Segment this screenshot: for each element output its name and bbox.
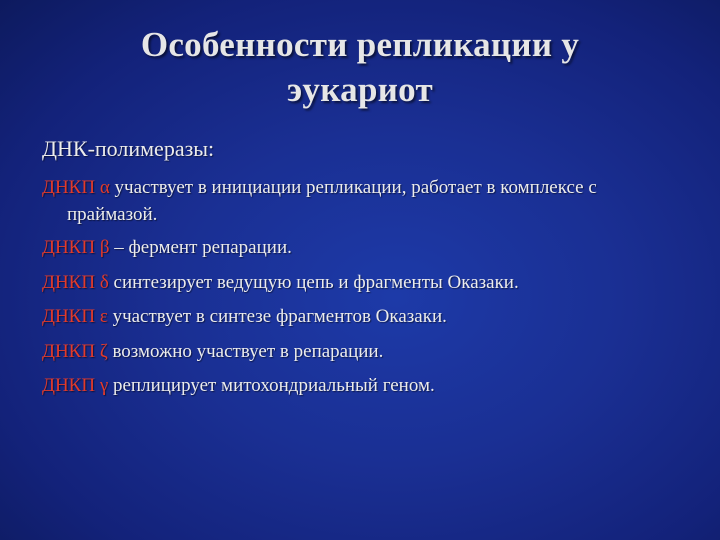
item-prefix: ДНКП γ — [42, 375, 109, 396]
list-item-alpha — [42, 174, 682, 228]
list-item-beta — [42, 234, 682, 261]
item-prefix: ДНКП ε — [42, 306, 108, 327]
section-heading: ДНК-полимеразы: — [42, 136, 215, 161]
list-item-zeta — [42, 338, 682, 365]
polymerase-list — [42, 174, 682, 407]
slide-title — [60, 22, 660, 112]
item-prefix: ДНКП β — [42, 237, 110, 258]
slide-title-line-1: Особенности репликации у — [140, 25, 580, 64]
item-text: синтезирует ведущую цепь и фрагменты Оказаки. — [108, 271, 519, 293]
item-text: – фермент репарации. — [109, 237, 292, 258]
slide-title-line-2: эукариот — [286, 70, 434, 109]
list-item-gamma — [42, 372, 682, 399]
list-item-delta — [42, 269, 682, 296]
item-prefix: ДНКП α — [42, 177, 110, 198]
list-item-epsilon — [42, 303, 682, 330]
item-text: участвует в инициации репликации, работает в комплексе с праймазой. — [67, 177, 597, 225]
item-prefix: ДНКП ζ — [42, 340, 108, 362]
item-prefix: ДНКП δ — [42, 271, 109, 293]
item-text: возможно участвует в репарации. — [107, 340, 384, 362]
item-text: реплицирует митохондриальный геном. — [108, 375, 435, 396]
item-text: участвует в синтезе фрагментов Оказаки. — [107, 306, 447, 327]
